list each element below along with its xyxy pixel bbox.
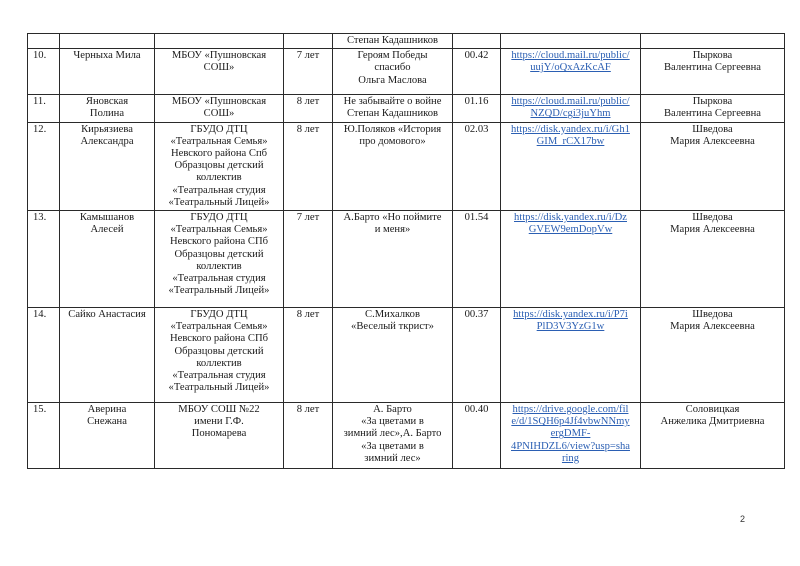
- cell-link: [501, 308, 641, 403]
- cell-school: [155, 122, 284, 210]
- cell-link: [501, 403, 641, 469]
- cell-teacher-line: Соловицкая: [685, 404, 740, 416]
- cell-duration: 00.37: [453, 308, 501, 403]
- cell-link: [501, 122, 641, 210]
- table-row: [28, 122, 785, 210]
- cell-school-line: «Театральный Лицей»: [168, 196, 270, 208]
- cell-teacher: [641, 34, 785, 49]
- cell-work: Степан Кадашников: [333, 34, 453, 49]
- cell-duration: 02.03: [453, 122, 501, 210]
- cell-name: [60, 308, 155, 403]
- cell-work-line: Не забывайте о войне: [343, 96, 442, 108]
- cell-age: 7 лет: [284, 49, 333, 95]
- cell-age: 8 лет: [284, 95, 333, 122]
- cell-school-line: ГБУДО ДТЦ: [190, 309, 248, 321]
- cell-work-line: С.Михалков: [365, 309, 420, 321]
- cell-work-line: Ю.Поляков «История: [343, 123, 442, 135]
- cell-school: [155, 211, 284, 308]
- cell-work-line: и меня»: [374, 224, 411, 236]
- link-text: 4PNIHDZL6/view?usp=sha: [511, 440, 630, 452]
- cell-duration: 01.54: [453, 211, 501, 308]
- cell-name: [60, 95, 155, 122]
- cell-school-line: Образцовы детский: [174, 345, 264, 357]
- cell-name-line: Снежана: [87, 416, 127, 428]
- cell-teacher-line: Валентина Сергеевна: [663, 62, 761, 74]
- cell-school-line: «Театральная Семья»: [170, 135, 268, 147]
- video-link[interactable]: [504, 309, 637, 333]
- cell-school-line: «Театральная студия: [172, 273, 266, 285]
- cell-school-line: МБОУ «Пушновская: [171, 50, 267, 62]
- cell-school-line: Образцовы детский: [174, 248, 264, 260]
- cell-school: [155, 34, 284, 49]
- cell-teacher-line: Мария Алексеевна: [670, 321, 755, 333]
- cell-school-line: СОШ»: [203, 62, 235, 74]
- cell-school-line: коллектив: [196, 357, 242, 369]
- cell-name: [60, 122, 155, 210]
- cell-duration: 01.16: [453, 95, 501, 122]
- cell-name-line: Сайко Анастасия: [68, 309, 146, 321]
- cell-teacher-line: Пыркова: [692, 96, 733, 108]
- table-row: [28, 403, 785, 469]
- video-link[interactable]: [504, 96, 637, 120]
- cell-school-line: «Театральный Лицей»: [168, 382, 270, 394]
- cell-teacher-line: Пыркова: [692, 50, 733, 62]
- cell-teacher: [641, 95, 785, 122]
- video-link[interactable]: [504, 404, 637, 465]
- cell-school: [155, 403, 284, 469]
- cell-num: 12.: [28, 122, 60, 210]
- cell-work-line: зимний лес»,А. Барто: [343, 428, 442, 440]
- video-link[interactable]: [504, 50, 637, 74]
- cell-teacher: [641, 49, 785, 95]
- cell-work: [333, 95, 453, 122]
- cell-name-line: Камышанов: [79, 212, 135, 224]
- cell-link: [501, 49, 641, 95]
- cell-work: [333, 49, 453, 95]
- cell-school-line: «Театральная Семья»: [170, 224, 268, 236]
- table-row: [28, 211, 785, 308]
- cell-name: [60, 211, 155, 308]
- cell-name-line: Александра: [80, 135, 134, 147]
- cell-school-line: Невского района СПб: [169, 236, 269, 248]
- cell-school-line: «Театральная студия: [172, 184, 266, 196]
- cell-school-line: «Театральная студия: [172, 370, 266, 382]
- video-link[interactable]: [504, 212, 637, 236]
- cell-duration: 00.42: [453, 49, 501, 95]
- cell-work-line: А. Барто: [373, 404, 412, 416]
- link-text: uujY/oQxAzKcAF: [530, 62, 611, 74]
- video-link[interactable]: [504, 124, 637, 148]
- link-text: https://cloud.mail.ru/public/: [511, 50, 630, 62]
- cell-work-line: «За цветами в: [361, 416, 424, 428]
- cell-link: [501, 34, 641, 49]
- cell-teacher-line: Мария Алексеевна: [670, 135, 755, 147]
- cell-duration: [453, 34, 501, 49]
- cell-school: [155, 49, 284, 95]
- cell-school: [155, 95, 284, 122]
- cell-age: 7 лет: [284, 211, 333, 308]
- continuation-row: [28, 34, 785, 49]
- cell-school-line: ГБУДО ДТЦ: [190, 123, 248, 135]
- cell-link: [501, 211, 641, 308]
- cell-school-line: коллектив: [196, 172, 242, 184]
- cell-teacher: [641, 211, 785, 308]
- cell-num: 11.: [28, 95, 60, 122]
- link-text: NZQD/cgi3juYhm: [530, 108, 611, 120]
- cell-school-line: «Театральный Лицей»: [168, 285, 270, 297]
- cell-school-line: СОШ»: [203, 108, 235, 120]
- cell-school: [155, 308, 284, 403]
- cell-school-line: коллектив: [196, 260, 242, 272]
- cell-work-line: Степан Кадашников: [346, 108, 439, 120]
- cell-work-line: зимний лес»: [364, 452, 421, 464]
- cell-teacher-line: Анжелика Дмитриевна: [660, 416, 765, 428]
- link-text: https://disk.yandex.ru/i/P7i: [513, 309, 628, 321]
- cell-name: [60, 403, 155, 469]
- cell-teacher: [641, 308, 785, 403]
- cell-work: [333, 403, 453, 469]
- cell-work-line: Ольга Маслова: [358, 74, 427, 86]
- cell-num: 14.: [28, 308, 60, 403]
- cell-age: 8 лет: [284, 308, 333, 403]
- cell-teacher-line: Шведова: [692, 309, 733, 321]
- cell-teacher-line: Шведова: [692, 212, 733, 224]
- cell-school-line: Невского района Спб: [170, 148, 268, 160]
- link-text: ring: [561, 452, 580, 464]
- cell-school-line: ГБУДО ДТЦ: [190, 212, 248, 224]
- cell-age: 8 лет: [284, 403, 333, 469]
- cell-teacher-line: Мария Алексеевна: [670, 224, 755, 236]
- cell-name-line: Кирьязиева: [81, 123, 133, 135]
- cell-school-line: Невского района СПб: [169, 333, 269, 345]
- link-text: ergDMF-: [550, 428, 591, 440]
- table-row: [28, 49, 785, 95]
- cell-num: 13.: [28, 211, 60, 308]
- cell-num: 10.: [28, 49, 60, 95]
- cell-school-line: «Театральная Семья»: [170, 321, 268, 333]
- cell-name-line: Яновская: [85, 96, 129, 108]
- cell-teacher: [641, 122, 785, 210]
- page-number: 2: [740, 514, 746, 524]
- cell-name-line: Черныха Мила: [73, 50, 141, 62]
- cell-name-line: Полина: [89, 108, 125, 120]
- table-row: [28, 95, 785, 122]
- cell-age: [284, 34, 333, 49]
- cell-work-line: про домового»: [359, 135, 426, 147]
- participants-table: [27, 33, 785, 469]
- cell-name-line: Алесей: [90, 224, 124, 236]
- cell-name: [60, 49, 155, 95]
- cell-school-line: МБОУ «Пушновская: [171, 96, 267, 108]
- cell-teacher-line: Шведова: [692, 123, 733, 135]
- cell-num: 15.: [28, 403, 60, 469]
- cell-work: [333, 308, 453, 403]
- link-text: https://cloud.mail.ru/public/: [511, 96, 630, 108]
- cell-work: [333, 122, 453, 210]
- link-text: https://disk.yandex.ru/i/Gh1: [511, 123, 630, 135]
- cell-work-line: А.Барто «Но поймите: [343, 212, 442, 224]
- cell-school-line: имени Г.Ф.: [194, 416, 244, 428]
- cell-work: [333, 211, 453, 308]
- link-text: https://drive.google.com/fil: [512, 404, 629, 416]
- cell-name-line: Аверина: [87, 404, 127, 416]
- cell-teacher-line: Валентина Сергеевна: [663, 108, 761, 120]
- link-text: e/d/1SQH6p4Jf4vbwNNmy: [511, 416, 630, 428]
- cell-school-line: Образцовы детский: [174, 160, 264, 172]
- cell-age: 8 лет: [284, 122, 333, 210]
- cell-work-line: «Веселый ткрист»: [351, 321, 434, 333]
- link-text: GIM_rCX17bw: [536, 135, 605, 147]
- cell-num: [28, 34, 60, 49]
- cell-work-line: спасибо: [374, 62, 411, 74]
- cell-work-line: «За цветами в: [361, 440, 424, 452]
- link-text: https://disk.yandex.ru/i/Dz: [514, 212, 627, 224]
- cell-duration: 00.40: [453, 403, 501, 469]
- cell-school-line: Пономарева: [191, 428, 247, 440]
- cell-work-line: Героям Победы: [357, 50, 428, 62]
- table-row: [28, 308, 785, 403]
- link-text: PlD3V3YzG1w: [536, 321, 605, 333]
- cell-teacher: [641, 403, 785, 469]
- cell-name: [60, 34, 155, 49]
- cell-school-line: МБОУ СОШ №22: [178, 404, 260, 416]
- cell-link: [501, 95, 641, 122]
- link-text: GVEW9emDopVw: [528, 224, 613, 236]
